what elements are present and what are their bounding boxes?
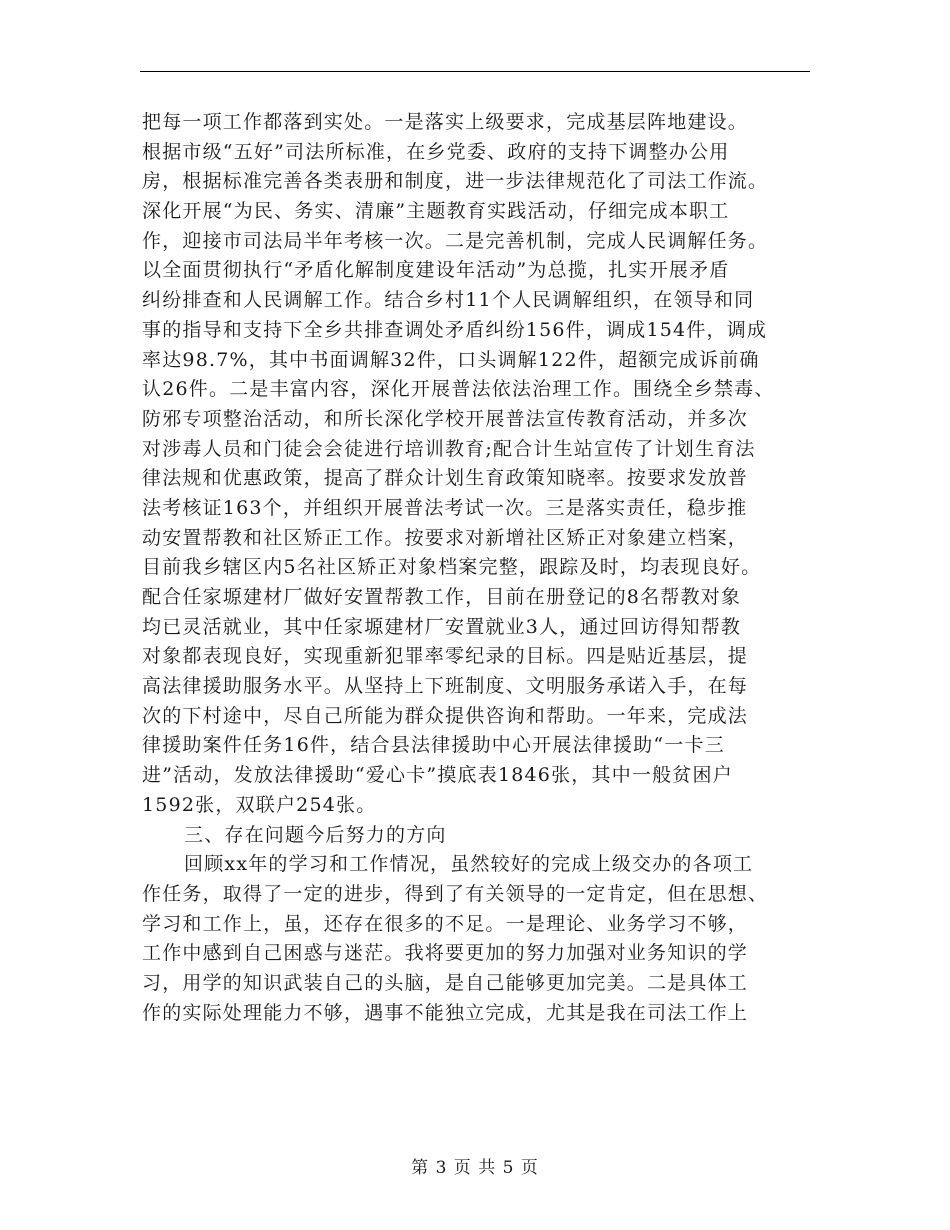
text-line: 认26件。二是丰富内容，深化开展普法依法治理工作。围绕全乡禁毒、 xyxy=(142,378,775,401)
text-line: 动安置帮教和社区矫正工作。按要求对新增社区矫正对象建立档案， xyxy=(142,526,749,549)
text-line: 高法律援助服务水平。从坚持上下班制度、文明服务承诺入手，在每 xyxy=(142,675,749,698)
text-line: 深化开展“为民、务实、清廉”主题教育实践活动，仔细完成本职工 xyxy=(142,200,730,223)
text-line: 律援助案件任务16件，结合县法律援助中心开展法律援助“一卡三 xyxy=(142,734,725,757)
text-line: 作任务，取得了一定的进步，得到了有关领导的一定肯定，但在思想、 xyxy=(142,882,769,905)
text-line: 习，用学的知识武装自己的头脑，是自己能够更加完美。二是具体工 xyxy=(142,971,749,994)
text-line: 律法规和优惠政策，提高了群众计划生育政策知晓率。按要求发放普 xyxy=(142,467,749,490)
document-body xyxy=(142,108,862,1028)
page-footer: 第 3 页 共 5 页 xyxy=(411,1158,539,1178)
text-line: 事的指导和支持下全乡共排查调处矛盾纠纷156件，调成154件，调成 xyxy=(142,318,768,341)
text-line: 对涉毒人员和门徒会会徒进行培训教育;配合计生站宣传了计划生育法 xyxy=(142,437,756,460)
text-line: 工作中感到自己困惑与迷茫。我将要更加的努力加强对业务知识的学 xyxy=(142,942,749,965)
section-heading: 三、存在问题今后努力的方向 xyxy=(184,823,447,846)
text-line: 学习和工作上，虽，还存在很多的不足。一是理论、业务学习不够， xyxy=(142,912,749,935)
text-line: 作，迎接市司法局半年考核一次。二是完善机制，完成人民调解任务。 xyxy=(142,229,769,252)
header-rule xyxy=(140,71,810,72)
text-line: 根据市级“五好”司法所标准，在乡党委、政府的支持下调整办公用 xyxy=(142,140,730,163)
text-line: 回顾xx年的学习和工作情况，虽然较好的完成上级交办的各项工 xyxy=(184,853,754,876)
text-line: 次的下村途中，尽自己所能为群众提供咨询和帮助。一年来，完成法 xyxy=(142,704,749,727)
text-line: 防邪专项整治活动，和所长深化学校开展普法宣传教育活动，并多次 xyxy=(142,407,749,430)
text-line: 配合任家塬建材厂做好安置帮教工作，目前在册登记的8名帮教对象 xyxy=(142,586,742,608)
text-line: 目前我乡辖区内5名社区矫正对象档案完整，跟踪及时，均表现良好。 xyxy=(142,556,762,579)
text-line: 房，根据标准完善各类表册和制度，进一步法律规范化了司法工作流。 xyxy=(142,170,769,193)
text-line: 纠纷排查和人民调解工作。结合乡村11个人民调解组织，在领导和同 xyxy=(142,289,755,312)
text-line: 均已灵活就业，其中任家塬建材厂安置就业3人，通过回访得知帮教 xyxy=(142,615,742,638)
text-line: 进”活动，发放法律援助“爱心卡”摸底表1846张，其中一般贫困户 xyxy=(142,764,733,787)
text-line: 1592张，双联户254张。 xyxy=(142,793,377,816)
text-line: 以全面贯彻执行“矛盾化解制度建设年活动”为总揽，扎实开展矛盾 xyxy=(142,259,730,282)
text-line: 率达98.7%，其中书面调解32件，口头调解122件，超额完成诉前确 xyxy=(142,348,760,371)
text-line: 把每一项工作都落到实处。一是落实上级要求，完成基层阵地建设。 xyxy=(142,111,749,133)
text-line: 对象都表现良好，实现重新犯罪率零纪录的目标。四是贴近基层，提 xyxy=(142,645,749,668)
text-line: 法考核证163个，并组织开展普法考试一次。三是落实责任，稳步推 xyxy=(142,496,748,519)
text-line: 作的实际处理能力不够，遇事不能独立完成，尤其是我在司法工作上 xyxy=(142,1001,749,1024)
